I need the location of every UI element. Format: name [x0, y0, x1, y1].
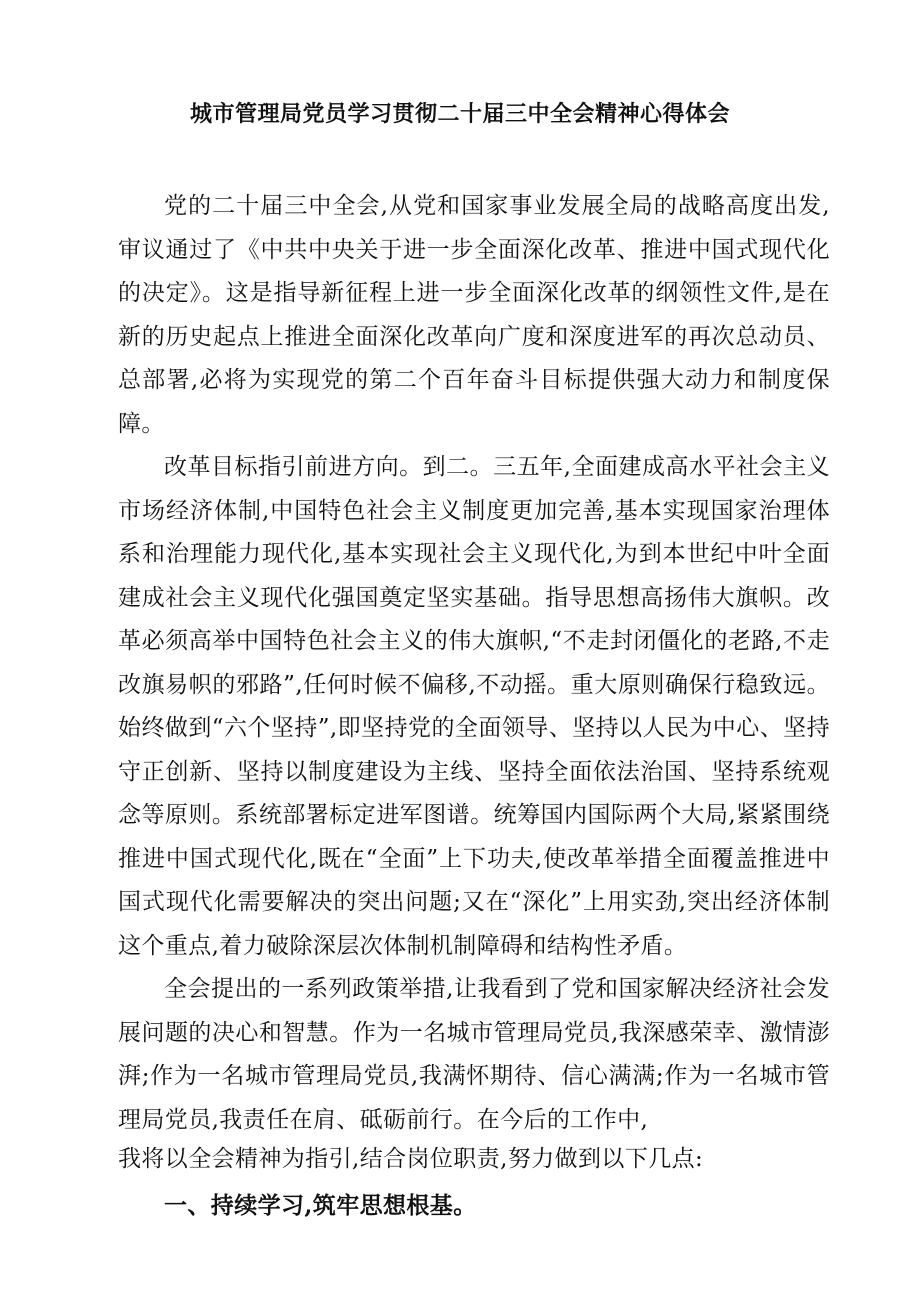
- document-title: 城市管理局党员学习贯彻二十届三中全会精神心得体会: [189, 101, 730, 127]
- paragraph-reform-goals: 改革目标指引前进方向。到二。三五年,全面建成高水平社会主义市场经济体制,中国特色社会主义制度更加完善,基本实现国家治理体系和治理能力现代化,基本实现社会主义现代化,为到本世纪中叶全面建成社会主义现代化强国奠定坚实基础。指导思想高扬伟大旗帜。改革必须高举中国特色社会主义的伟大旗帜,“不走封闭僵化的老路,不走改旗易帜的邪路”,任何时候不偏移,不动摇。重大原则确保行稳致远。始终做到“六个坚持”,即坚持党的全面领导、坚持以人民为中心、坚持守正创新、坚持以制度建设为主线、坚持全面依法治国、坚持系统观念等原则。系统部署标定进军图谱。统筹国内国际两个大局,紧紧围绕推进中国式现代化,既在“全面”上下功夫,使改革举措全面覆盖推进中国式现代化需要解决的突出问题;又在“深化”上用实劲,突出经济体制这个重点,着力破除深层次体制机制障碍和结构性矛盾。: [118, 454, 830, 959]
- paragraph-intro: 党的二十届三中全会,从党和国家事业发展全局的战略高度出发,审议通过了《中共中央关于进一步全面深化改革、推进中国式现代化的决定》。这是指导新征程上进一步全面深化改革的纲领性文件,是在新的历史起点上推进全面深化改革向广度和深度进军的再次总动员、总部署,必将为实现党的第二个百年奋斗目标提供强大动力和制度保障。: [118, 193, 830, 437]
- document-body: [118, 185, 830, 1228]
- paragraph-plenary-reflection: 全会提出的一系列政策举措,让我看到了党和国家解决经济社会发展问题的决心和智慧。作为一名城市管理局党员,我深感荣幸、激情澎湃;作为一名城市管理局党员,我满怀期待、信心满满;作为一名城市管理局党员,我责任在肩、砥砺前行。在今后的工作中,: [118, 976, 830, 1133]
- section-heading-one: 一、持续学习,筑牢思想根基。: [164, 1192, 477, 1219]
- paragraph-continuation: 我将以全会精神为指引,结合岗位职责,努力做到以下几点:: [118, 1146, 704, 1172]
